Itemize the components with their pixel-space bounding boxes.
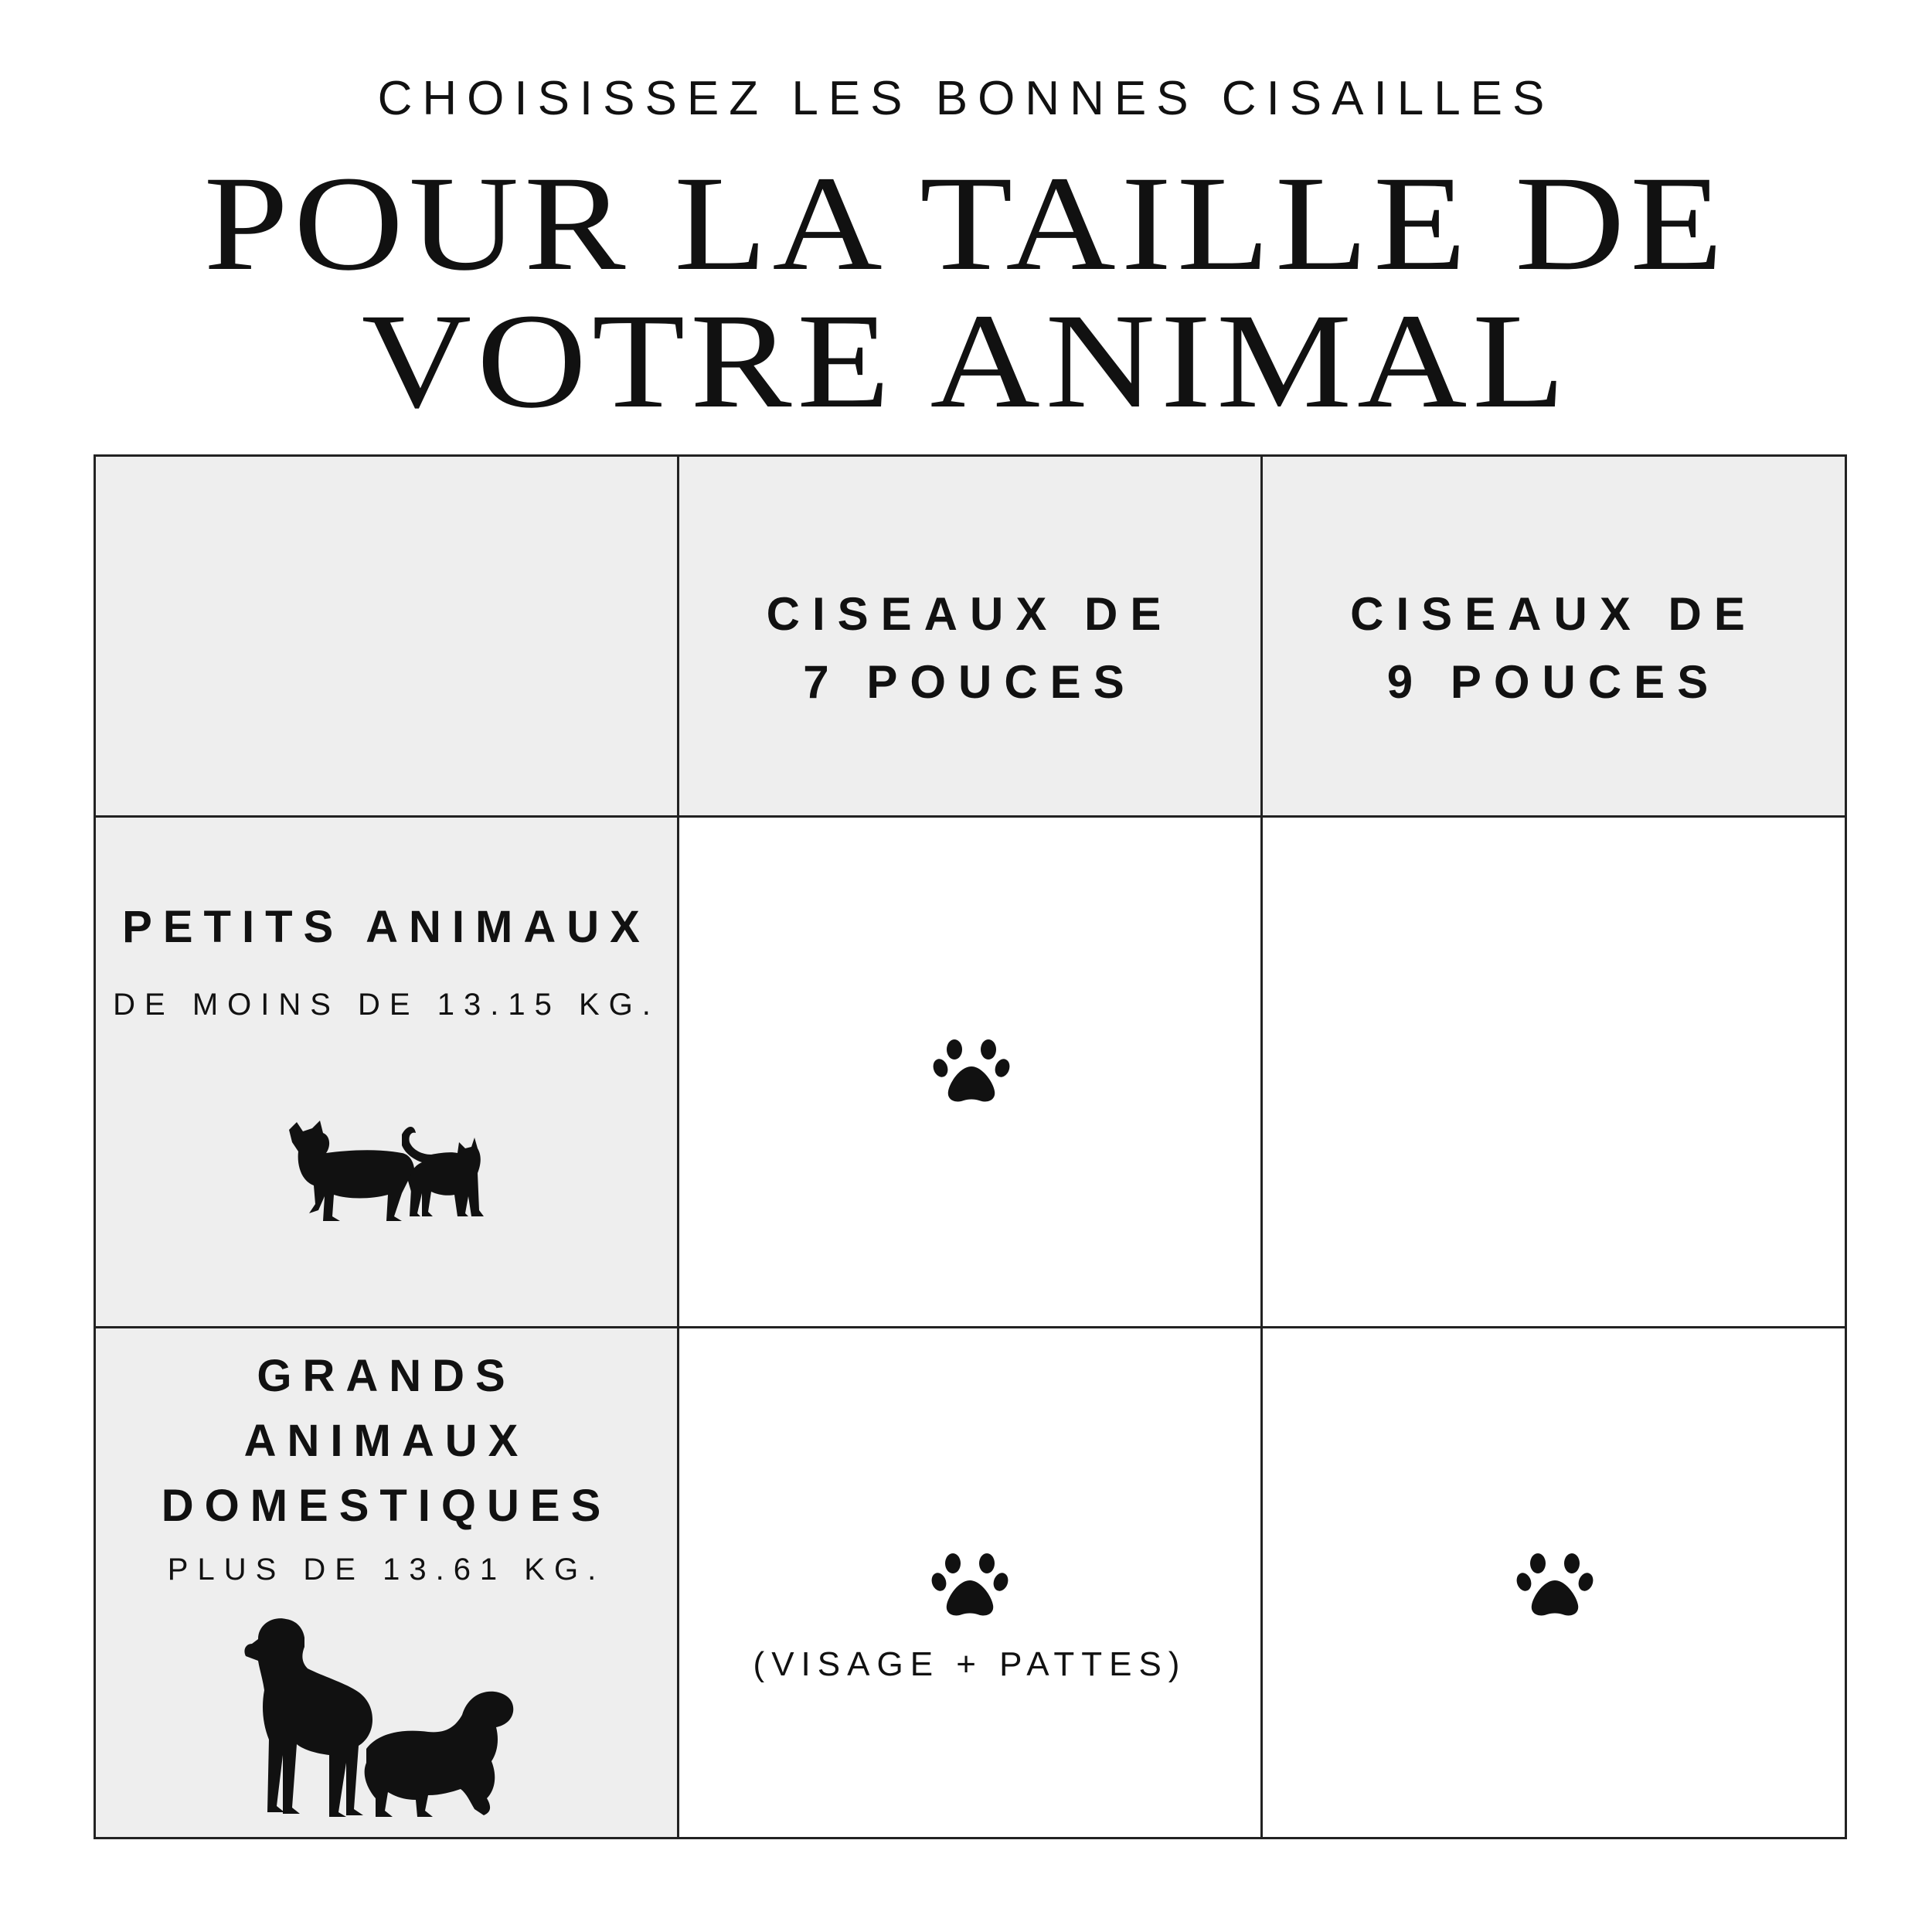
- table-corner-cell: [95, 456, 679, 817]
- paw-icon: [933, 1032, 1010, 1110]
- cell-small-pets-7-inch: [679, 817, 1262, 1328]
- table-header-row: [95, 456, 1846, 817]
- column-header-7-inch-line1: CISEAUX DE: [766, 588, 1174, 640]
- cell-large-pets-7-inch: [679, 1328, 1262, 1838]
- row-label-large-pets-line2: ANIMAUX: [243, 1416, 529, 1466]
- row-label-large-pets-line3: DOMESTIQUES: [161, 1481, 612, 1531]
- shears-size-table: [94, 454, 1847, 1839]
- page-title-line-1: POUR LA TAILLE DE: [203, 148, 1729, 299]
- column-header-9-inch: [1262, 456, 1846, 817]
- column-header-7-inch-line2: 7 POUCES: [803, 656, 1137, 708]
- cell-small-pets-9-inch: [1262, 817, 1846, 1328]
- table-row-large-pets: [95, 1328, 1846, 1838]
- row-sublabel-small-pets: DE MOINS DE 13.15 KG.: [113, 988, 660, 1022]
- table-row-small-pets: [95, 817, 1846, 1328]
- large-dogs-silhouette-icon: [243, 1616, 552, 1825]
- cell-note-face-paws: (VISAGE + PATTES): [753, 1645, 1187, 1683]
- paw-icon: [1516, 1546, 1594, 1624]
- row-sublabel-large-pets: PLUS DE 13.61 KG.: [167, 1553, 606, 1587]
- column-header-7-inch: [679, 456, 1262, 817]
- subtitle-kicker: CHOISISSEZ LES BONNES CISAILLES: [377, 72, 1555, 125]
- row-label-small-pets: PETITS ANIMAUX: [122, 902, 651, 952]
- cell-large-pets-9-inch: [1262, 1328, 1846, 1838]
- column-header-9-inch-line1: CISEAUX DE: [1350, 588, 1757, 640]
- small-dog-and-cat-silhouette-icon: [286, 1119, 495, 1235]
- paw-icon: [931, 1546, 1009, 1624]
- row-header-small-pets: [95, 817, 679, 1328]
- row-header-large-pets: [95, 1328, 679, 1838]
- column-header-9-inch-line2: 9 POUCES: [1386, 656, 1721, 708]
- page-title-line-2: VOTRE ANIMAL: [361, 286, 1571, 437]
- row-label-large-pets-line1: GRANDS: [257, 1351, 516, 1401]
